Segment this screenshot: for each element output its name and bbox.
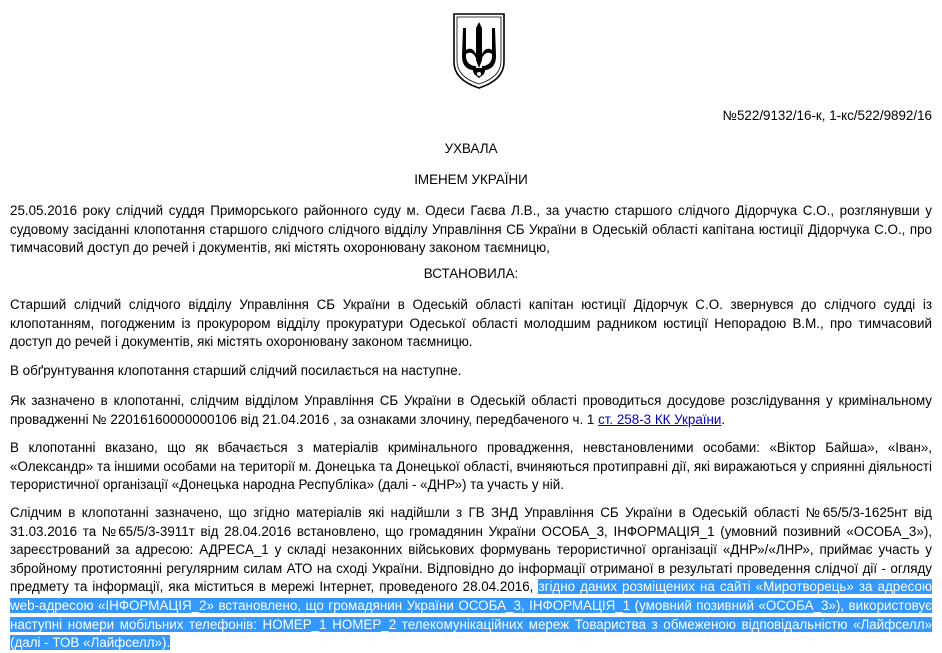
paragraph-petition: Старший слідчий слідчого відділу Управління СБ України в Одеській області капітан юстиції Дідорчук С.О. звернувся до слідчого судді із клопотанням, погодженим із прокурором відділу прокуратури Одеської області молодшим радником юстиції Непорадою В.М., про тимчасовий доступ до речей і документів, які містять охоронювану законом таємницю.	[10, 297, 932, 350]
selected-text-highlight[interactable]: згідно даних розміщених на сайті «Миротворець» за адресою web-адресою «ІНФОРМАЦІЯ_2» встановлено, що громадянин України ОСОБА_3, ІНФОРМАЦІЯ_1 (умовний позивний «ОСОБА_3»), використовує наступні номери мобільних телефонів: НОМЕР_1 НОМЕР_2 телекомунікаційних мереж Товариства з обмеженою відповідальністю «Лайфселл» (далі - ТОВ «Лайфселл»).	[10, 579, 933, 651]
paragraph-findings	[10, 504, 932, 653]
case-number: №522/9132/16-к, 1-кс/522/9892/16	[722, 108, 932, 123]
coat-of-arms-icon	[450, 10, 508, 90]
findings-text: Слідчим в клопотанні зазначено, що згідно матеріалів які надійшли з ГВ ЗНД Управління СБ України в Одеській області №65/5/3-1625нт від 31.03.2016 та №65/5/3-3911т від 28.04.2016 встановлено, що громадянин України ОСОБА_3, ІНФОРМАЦІЯ_1 (умовний позивний «ОСОБА_3»), зареєстрований за адресою: АДРЕСА_1 у складі незаконних військових формувань терористичної організації «ДНР»/«ЛНР», приймає участь у збройному протистоянні регулярним силам АТО на сході України. Відповідно до інформації отриманої в результаті проведення слідчої дії - огляду предмету та інформації, яка міститься в мережі Інтернет, проведеного 28.04.2016,	[10, 505, 932, 595]
intro-paragraph: 25.05.2016 року слідчий суддя Приморського районного суду м. Одеси Гаєва Л.В., за участю старшого слідчого Дідорчука С.О., розглянувши у судовому засіданні клопотання старшого слідчого слідчого відділу Управління СБ України в Одеській області капітана юстиції Дідорчука С.О., про тимчасовий доступ до речей і документів, які містять охоронювану законом таємницю,	[10, 203, 932, 256]
criminal-code-article-link[interactable]: ст. 258-3 КК України	[598, 411, 722, 427]
paragraph-investigation	[10, 392, 932, 429]
paragraph-grounds: В обґрунтування клопотання старший слідчий посилається на наступне.	[10, 363, 462, 378]
in-the-name-heading: ІМЕНЕМ УКРАЇНИ	[414, 172, 528, 187]
established-heading: ВСТАНОВИЛА:	[423, 266, 519, 281]
paragraph-allegations: В клопотанні вказано, що як вбачається з матеріалів кримінального провадження, невстановленими особами: «Віктор Байша», «Іван», «Олександр» та іншими особами на території м. Донецька та Донецької області, вчиняються протиправні дії, які виражаються у сприянні діяльності терористичної організації «Донецька народна Республіка» (далі - «ДНР») та участь у ній.	[10, 440, 932, 493]
document-type-heading: УХВАЛА	[444, 141, 498, 156]
investigation-text: Як зазначено в клопотанні, слідчим відділом Управління СБ України в Одеській області проводиться досудове розслідування у кримінальному провадженні № 22016160000000106 від 21.04.2016 , за ознаками злочину, передбаченого ч. 1	[10, 393, 932, 427]
investigation-text-end: .	[721, 411, 726, 427]
